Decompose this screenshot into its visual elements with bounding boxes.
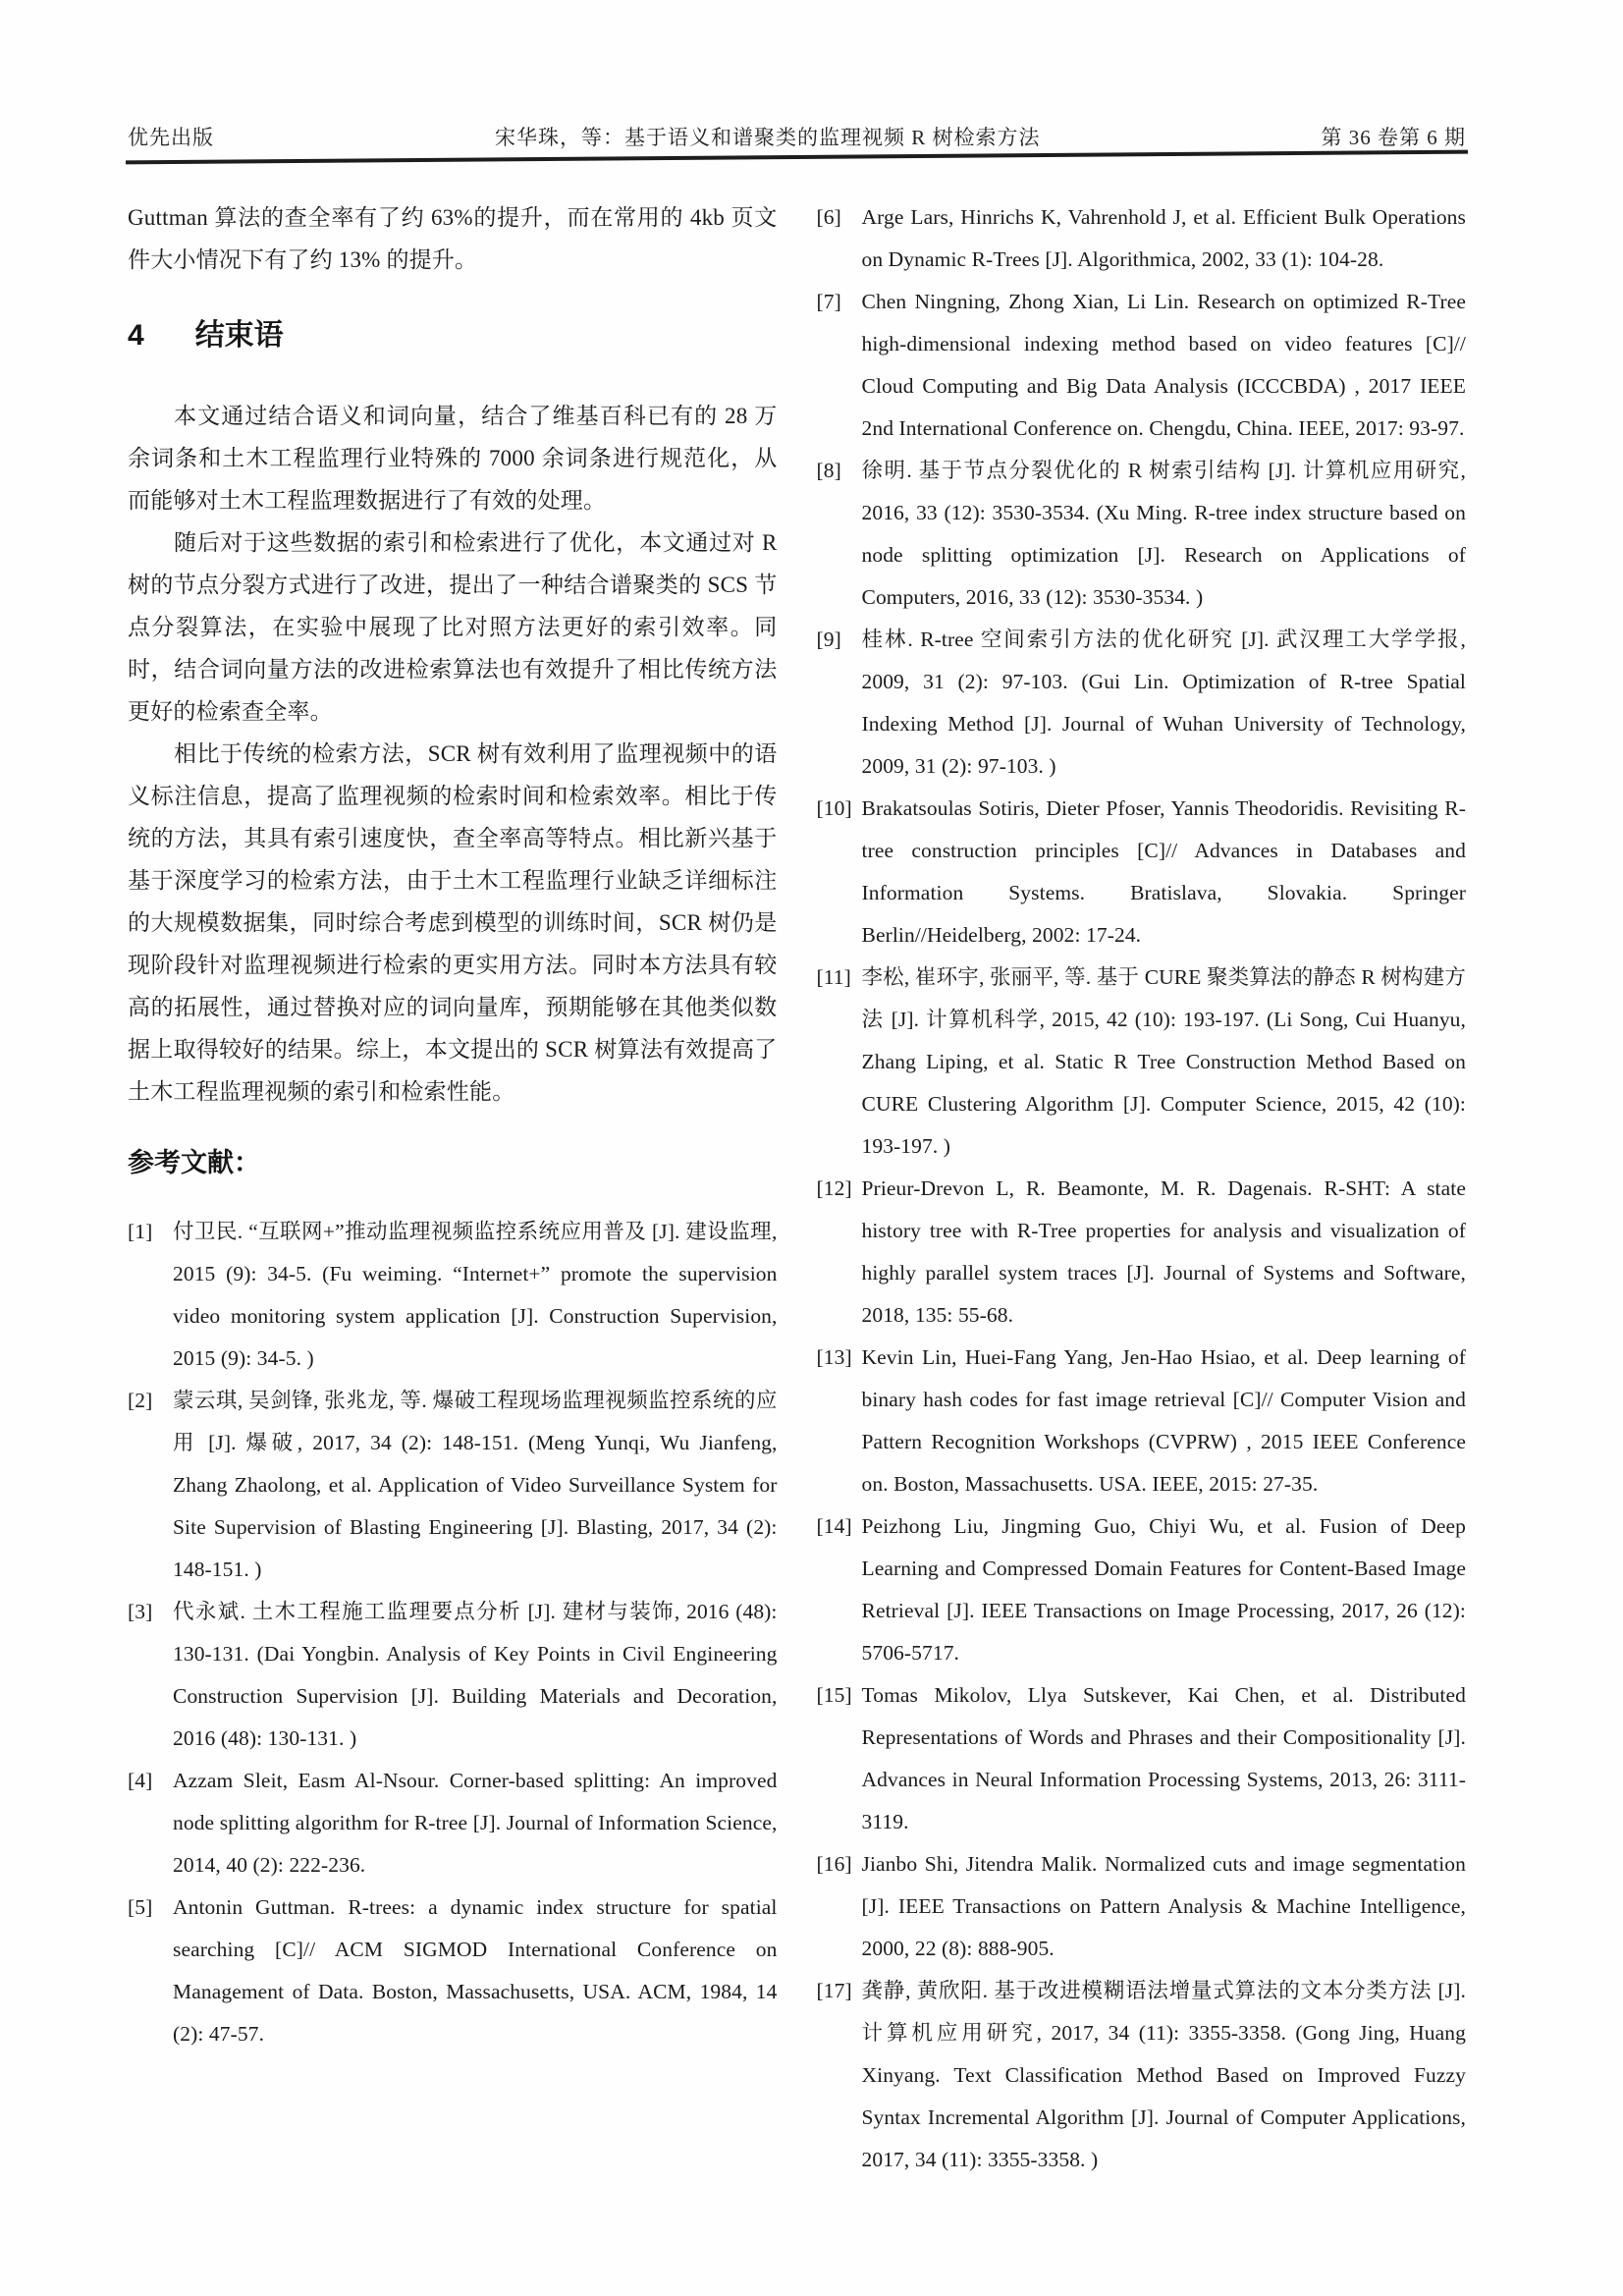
reference-text: Jianbo Shi, Jitendra Malik. Normalized cuts and image segmentation [J]. IEEE Transactions on Pattern Analysis & Machine Intelligence, 2000, 22 (8): 888-905.: [861, 1852, 1466, 1960]
references-heading: 参考文献：: [128, 1148, 260, 1177]
reference-label: [12]: [816, 1176, 852, 1200]
reference-text: Azzam Sleit, Easm Al-Nsour. Corner-based splitting: An improved node splitting algorithm for R-tree [J]. Journal of Information Science, 2014, 40 (2): 222-236.: [173, 1769, 778, 1877]
references-list-right: [817, 196, 1467, 2181]
running-header: [128, 122, 1466, 151]
reference-text: 桂林. R-tree 空间索引方法的优化研究 [J]. 武汉理工大学学报, 2009, 31 (2): 97-103. (Gui Lin. Optimization of R-tree Spatial Indexing Method [J]. Journal of Wuhan University of Technology, 2009, 31 (2): 97-103. ): [861, 628, 1466, 778]
section-heading: [128, 320, 778, 352]
reference-item: [128, 1211, 778, 1380]
right-column: [817, 196, 1467, 2181]
conclusion-paragraph-3: 相比于传统的检索方法，SCR 树有效利用了监理视频中的语义标注信息，提高了监理视频的检索时间和检索效率。相比于传统的方法，其具有索引速度快，查全率高等特点。相比新兴基于基于深度学习的检索方法，由于土木工程监理行业缺乏详细标注的大规模数据集，同时综合考虑到模型的训练时间，SCR 树仍是现阶段针对监理视频进行检索的更实用方法。同时本方法具有较高的拓展性，通过替换对应的词向量库，预期能够在其他类似数据上取得较好的结果。综上，本文提出的 SCR 树算法有效提高了土木工程监理视频的索引和检索性能。: [128, 741, 778, 1104]
reference-item: [817, 1970, 1467, 2181]
references-list-left: [128, 1211, 778, 2055]
reference-item: [817, 788, 1467, 957]
conclusion-paragraph-2: 随后对于这些数据的索引和检索进行了优化，本文通过对 R 树的节点分裂方式进行了改进，提出了一种结合谱聚类的 SCS 节点分裂算法，在实验中展现了比对照方法更好的索引效率。同时，结合词向量方法的改进检索算法也有效提升了相比传统方法更好的检索查全率。: [128, 530, 778, 724]
reference-label: [9]: [816, 628, 841, 651]
reference-text: 付卫民. “互联网+”推动监理视频监控系统应用普及 [J]. 建设监理, 2015 (9): 34-5. (Fu weiming. “Internet+” promote the supervision video monitoring system application [J]. Construction Supervision, 2015 (9): 34-5. ): [173, 1220, 778, 1370]
reference-label: [10]: [816, 796, 852, 820]
reference-label: [15]: [816, 1683, 852, 1707]
reference-text: Brakatsoulas Sotiris, Dieter Pfoser, Yannis Theodoridis. Revisiting R-tree construction principles [C]// Advances in Databases and Information Systems. Bratislava, Slovakia. Springer Berlin//Heidelberg, 2002: 17-24.: [861, 796, 1466, 947]
reference-item: [817, 1674, 1467, 1843]
reference-item: [817, 619, 1467, 788]
reference-text: 龚静, 黄欣阳. 基于改进模糊语法增量式算法的文本分类方法 [J]. 计算机应用研究, 2017, 34 (11): 3355-3358. (Gong Jing, Huang Xinyang. Text Classification Method Based on Improved Fuzzy Syntax Incremental Algorithm [J]. Journal of Computer Applications, 2017, 34 (11): 3355-3358. ): [861, 1979, 1466, 2171]
header-rule: [126, 150, 1468, 165]
reference-label: [2]: [128, 1389, 153, 1412]
section-number: 4: [128, 319, 144, 352]
reference-item: [817, 957, 1467, 1168]
reference-label: [8]: [816, 459, 841, 482]
reference-item: [128, 1591, 778, 1760]
reference-label: [17]: [816, 1979, 852, 2002]
reference-text: Tomas Mikolov, Llya Sutskever, Kai Chen, et al. Distributed Representations of Words and Phrases and their Compositionality [J]. Advances in Neural Information Processing Systems, 2013, 26: 3111-3119.: [861, 1683, 1466, 1833]
reference-label: [14]: [816, 1514, 852, 1538]
reference-text: Kevin Lin, Huei-Fang Yang, Jen-Hao Hsiao, et al. Deep learning of binary hash codes for fast image retrieval [C]// Computer Vision and Pattern Recognition Workshops (CVPRW) , 2015 IEEE Conference on. Boston, Massachusetts. USA. IEEE, 2015: 27-35.: [861, 1345, 1466, 1496]
left-column: [128, 196, 778, 2181]
header-running-title: 宋华珠，等：基于语义和谱聚类的监理视频 R 树检索方法: [494, 126, 1041, 149]
reference-item: [128, 1380, 778, 1591]
reference-item: [817, 196, 1467, 281]
reference-item: [128, 1886, 778, 2055]
reference-item: [817, 1168, 1467, 1337]
lead-paragraph: Guttman 算法的查全率有了约 63%的提升，而在常用的 4kb 页文件大小情况下有了约 13% 的提升。: [128, 205, 778, 272]
reference-item: [817, 450, 1467, 619]
reference-label: [11]: [816, 965, 851, 989]
reference-label: [6]: [816, 205, 841, 229]
conclusion-paragraph-1: 本文通过结合语义和词向量，结合了维基百科已有的 28 万余词条和土木工程监理行业特殊的 7000 余词条进行规范化，从而能够对土木工程监理数据进行了有效的处理。: [128, 404, 778, 513]
reference-text: Prieur-Drevon L, R. Beamonte, M. R. Dagenais. R-SHT: A state history tree with R-Tree properties for analysis and visualization of highly parallel system traces [J]. Journal of Systems and Software, 2018, 135: 55-68.: [861, 1176, 1466, 1327]
reference-label: [16]: [816, 1852, 852, 1876]
reference-label: [13]: [816, 1345, 852, 1369]
reference-item: [817, 281, 1467, 450]
reference-text: Peizhong Liu, Jingming Guo, Chiyi Wu, et al. Fusion of Deep Learning and Compressed Domain Features for Content-Based Image Retrieval [J]. IEEE Transactions on Image Processing, 2017, 26 (12): 5706-5717.: [861, 1514, 1466, 1665]
reference-label: [1]: [128, 1220, 153, 1243]
reference-item: [817, 1337, 1467, 1505]
reference-text: 蒙云琪, 吴剑锋, 张兆龙, 等. 爆破工程现场监理视频监控系统的应用 [J]. 爆破, 2017, 34 (2): 148-151. (Meng Yunqi, Wu Jianfeng, Zhang Zhaolong, et al. Application of Video Surveillance System for Site Supervision of Blasting Engineering [J]. Blasting, 2017, 34 (2): 148-151. ): [173, 1389, 778, 1581]
reference-text: 徐明. 基于节点分裂优化的 R 树索引结构 [J]. 计算机应用研究, 2016, 33 (12): 3530-3534. (Xu Ming. R-tree index structure based on node splitting optimization [J]. Research on Applications of Computers, 2016, 33 (12): 3530-3534. ): [861, 459, 1466, 609]
header-volume-issue: 第 36 卷第 6 期: [1321, 126, 1466, 149]
reference-label: [7]: [816, 290, 841, 313]
page-body: [128, 196, 1466, 2181]
reference-text: 李松, 崔环宇, 张丽平, 等. 基于 CURE 聚类算法的静态 R 树构建方法 [J]. 计算机科学, 2015, 42 (10): 193-197. (Li Song, Cui Huanyu, Zhang Liping, et al. Static R Tree Construction Method Based on CURE Clustering Algorithm [J]. Computer Science, 2015, 42 (10): 193-197. ): [861, 965, 1466, 1158]
reference-text: 代永斌. 土木工程施工监理要点分析 [J]. 建材与装饰, 2016 (48): 130-131. (Dai Yongbin. Analysis of Key Points in Civil Engineering Construction Supervision [J]. Building Materials and Decoration, 2016 (48): 130-131. ): [173, 1600, 778, 1750]
reference-label: [3]: [128, 1600, 153, 1623]
reference-item: [128, 1760, 778, 1886]
reference-text: Chen Ningning, Zhong Xian, Li Lin. Research on optimized R-Tree high-dimensional indexing method based on video features [C]// Cloud Computing and Big Data Analysis (ICCCBDA) , 2017 IEEE 2nd International Conference on. Chengdu, China. IEEE, 2017: 93-97.: [861, 290, 1466, 440]
reference-label: [5]: [128, 1895, 153, 1919]
reference-label: [4]: [128, 1769, 153, 1792]
header-publication-note: 优先出版: [128, 126, 214, 149]
reference-text: Antonin Guttman. R-trees: a dynamic index structure for spatial searching [C]// ACM SIGMOD International Conference on Management of Data. Boston, Massachusetts, USA. ACM, 1984, 14 (2): 47-57.: [173, 1895, 778, 2046]
reference-item: [817, 1505, 1467, 1674]
reference-text: Arge Lars, Hinrichs K, Vahrenhold J, et al. Efficient Bulk Operations on Dynamic R-Trees [J]. Algorithmica, 2002, 33 (1): 104-28.: [861, 205, 1466, 271]
section-title: 结束语: [194, 319, 284, 352]
reference-item: [817, 1843, 1467, 1970]
